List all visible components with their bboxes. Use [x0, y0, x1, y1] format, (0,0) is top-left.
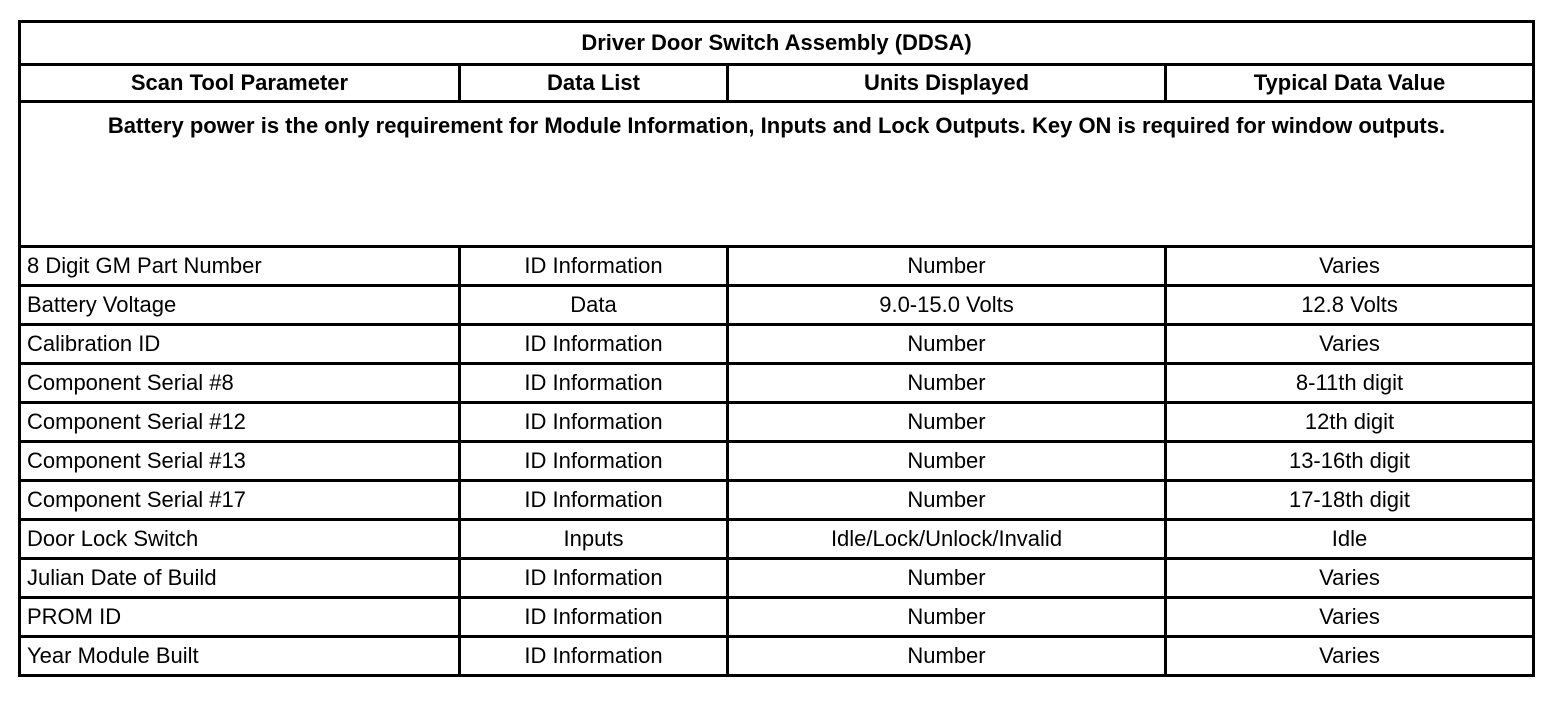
cell-typical-data-value: Varies — [1166, 325, 1534, 364]
cell-units-displayed: Number — [728, 598, 1166, 637]
cell-scan-tool-parameter: Battery Voltage — [20, 286, 460, 325]
cell-typical-data-value: 13-16th digit — [1166, 442, 1534, 481]
cell-data-list: ID Information — [460, 637, 728, 676]
table-row — [20, 559, 1534, 598]
cell-scan-tool-parameter: Year Module Built — [20, 637, 460, 676]
table-row — [20, 520, 1534, 559]
cell-units-displayed: Number — [728, 559, 1166, 598]
cell-scan-tool-parameter: Component Serial #17 — [20, 481, 460, 520]
cell-scan-tool-parameter: Component Serial #12 — [20, 403, 460, 442]
header-units-displayed: Units Displayed — [728, 65, 1166, 102]
cell-typical-data-value: 8-11th digit — [1166, 364, 1534, 403]
table-row — [20, 481, 1534, 520]
cell-typical-data-value: Varies — [1166, 637, 1534, 676]
cell-scan-tool-parameter: PROM ID — [20, 598, 460, 637]
cell-data-list: ID Information — [460, 364, 728, 403]
cell-data-list: ID Information — [460, 442, 728, 481]
cell-units-displayed: 9.0-15.0 Volts — [728, 286, 1166, 325]
header-data-list: Data List — [460, 65, 728, 102]
cell-data-list: ID Information — [460, 403, 728, 442]
cell-data-list: Inputs — [460, 520, 728, 559]
cell-units-displayed: Number — [728, 325, 1166, 364]
cell-typical-data-value: Idle — [1166, 520, 1534, 559]
table-row — [20, 598, 1534, 637]
cell-units-displayed: Number — [728, 442, 1166, 481]
cell-typical-data-value: 12.8 Volts — [1166, 286, 1534, 325]
cell-units-displayed: Number — [728, 364, 1166, 403]
cell-typical-data-value: 12th digit — [1166, 403, 1534, 442]
table-title: Driver Door Switch Assembly (DDSA) — [20, 22, 1534, 65]
cell-typical-data-value: Varies — [1166, 598, 1534, 637]
cell-data-list: ID Information — [460, 598, 728, 637]
cell-scan-tool-parameter: Component Serial #13 — [20, 442, 460, 481]
cell-scan-tool-parameter: Julian Date of Build — [20, 559, 460, 598]
header-typical-data-value: Typical Data Value — [1166, 65, 1534, 102]
requirements-note: Battery power is the only requirement for Module Information, Inputs and Lock Outputs. Key ON is required for window outputs. — [20, 102, 1534, 247]
cell-data-list: ID Information — [460, 481, 728, 520]
table-row — [20, 325, 1534, 364]
table-row — [20, 247, 1534, 286]
cell-scan-tool-parameter: Door Lock Switch — [20, 520, 460, 559]
cell-data-list: ID Information — [460, 325, 728, 364]
cell-scan-tool-parameter: Component Serial #8 — [20, 364, 460, 403]
cell-data-list: Data — [460, 286, 728, 325]
cell-units-displayed: Number — [728, 403, 1166, 442]
cell-units-displayed: Number — [728, 247, 1166, 286]
header-scan-tool-parameter: Scan Tool Parameter — [20, 65, 460, 102]
cell-data-list: ID Information — [460, 247, 728, 286]
cell-data-list: ID Information — [460, 559, 728, 598]
cell-scan-tool-parameter: Calibration ID — [20, 325, 460, 364]
ddsa-data-table — [18, 20, 1535, 677]
table-row — [20, 364, 1534, 403]
cell-typical-data-value: 17-18th digit — [1166, 481, 1534, 520]
cell-typical-data-value: Varies — [1166, 247, 1534, 286]
cell-units-displayed: Number — [728, 481, 1166, 520]
cell-scan-tool-parameter: 8 Digit GM Part Number — [20, 247, 460, 286]
table-row — [20, 286, 1534, 325]
table-row — [20, 637, 1534, 676]
table-row — [20, 403, 1534, 442]
cell-typical-data-value: Varies — [1166, 559, 1534, 598]
cell-units-displayed: Idle/Lock/Unlock/Invalid — [728, 520, 1166, 559]
table-row — [20, 442, 1534, 481]
cell-units-displayed: Number — [728, 637, 1166, 676]
